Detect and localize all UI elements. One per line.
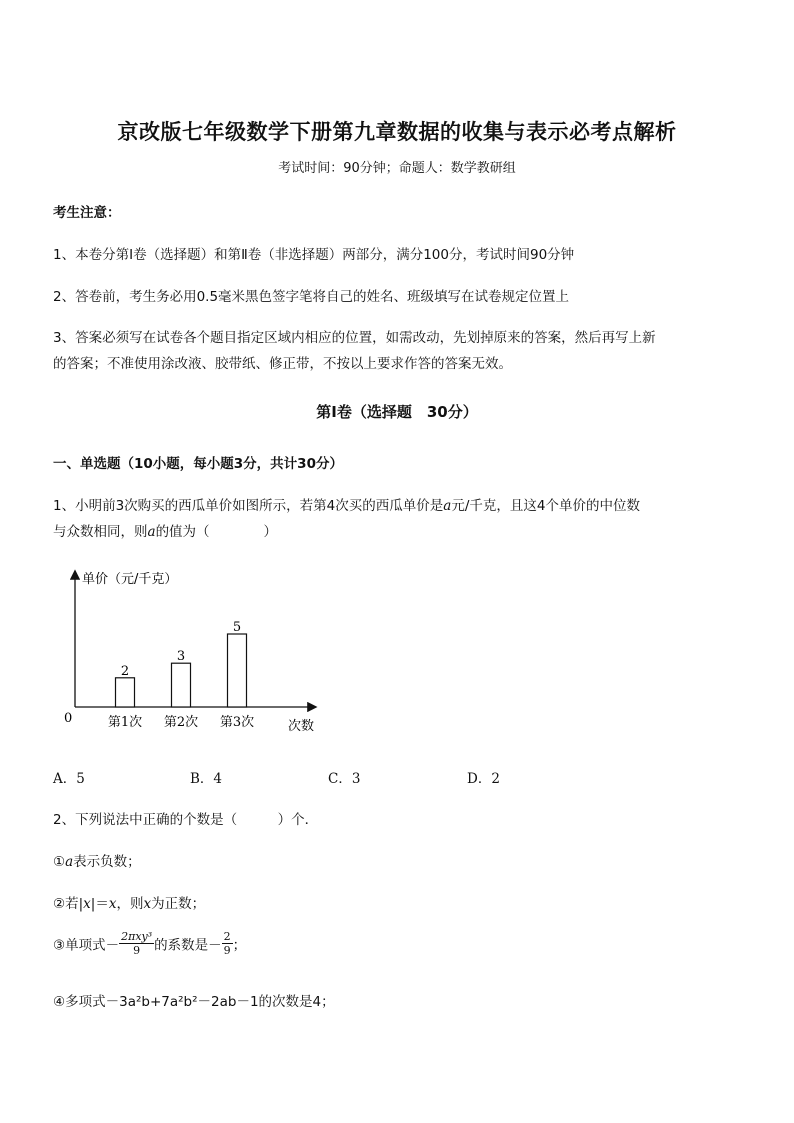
monomial-fraction bbox=[119, 930, 154, 957]
notice-item-3-line-1: 3、答案必须写在试卷各个题目指定区域内相应的位置，如需改动，先划掉原来的答案，然后再写上新 bbox=[53, 330, 656, 346]
statement-3-prefix: ③单项式－ bbox=[53, 937, 120, 954]
origin-label: 0 bbox=[64, 711, 73, 726]
statement-2-x: x bbox=[108, 896, 117, 912]
question-1-text-a: 1、小明前3次购买的西瓜单价如图所示，若第4次买的西瓜单价是 bbox=[53, 498, 444, 514]
bar-value-label-3: 5 bbox=[232, 620, 242, 635]
statement-2-mid: |＝ bbox=[90, 896, 109, 912]
question-1-text-d: 的值为（ ） bbox=[155, 524, 278, 540]
fraction-numerator: 2 bbox=[223, 930, 231, 943]
question-1-line-1 bbox=[53, 494, 640, 514]
coefficient-fraction bbox=[222, 930, 233, 957]
bar-2 bbox=[172, 663, 191, 707]
section-title: 第Ⅰ卷（选择题 30分） bbox=[316, 403, 478, 421]
notice-item-3-line-2: 的答案；不准使用涂改液、胶带纸、修正带，不按以上要求作答的答案无效。 bbox=[53, 356, 512, 372]
category-label-1: 第1次 bbox=[107, 715, 143, 730]
bar-1 bbox=[116, 678, 135, 707]
category-label-2: 第2次 bbox=[163, 715, 199, 730]
question-1-text-b: 元/千克，且这4个单价的中位数 bbox=[451, 498, 640, 514]
bar-value-label-2: 3 bbox=[176, 649, 186, 665]
part-heading: 一、单选题（10小题，每小题3分，共计30分） bbox=[53, 456, 343, 472]
statement-3-mid: 的系数是－ bbox=[154, 937, 222, 954]
statement-1-text: 表示负数； bbox=[73, 854, 141, 870]
option-a: A．5 bbox=[53, 771, 85, 787]
variable-a: a bbox=[147, 524, 156, 540]
statement-3-end: ； bbox=[232, 937, 247, 954]
option-d: D．2 bbox=[467, 771, 500, 787]
statement-2-text: 为正数； bbox=[151, 896, 206, 912]
notice-heading: 考生注意： bbox=[53, 205, 121, 221]
statement-1-prefix: ① bbox=[53, 854, 66, 870]
category-label-3: 第3次 bbox=[219, 715, 255, 730]
statement-2 bbox=[53, 892, 205, 912]
bar-value-label-1: 2 bbox=[120, 663, 130, 679]
bar-chart bbox=[55, 560, 335, 745]
option-c: C．3 bbox=[328, 771, 361, 787]
variable-a: a bbox=[443, 498, 452, 514]
statement-1-var: a bbox=[65, 854, 74, 870]
fraction-numerator: 2πxy³ bbox=[121, 930, 153, 943]
fraction-denominator: 9 bbox=[223, 944, 231, 957]
x-axis-label: 次数 bbox=[288, 719, 315, 734]
statement-2-x: x bbox=[83, 896, 91, 912]
exam-info: 考试时间：90分钟；命题人：数学教研组 bbox=[278, 161, 516, 176]
fraction-denominator: 9 bbox=[133, 944, 141, 957]
notice-item-2: 2、答卷前，考生务必用0.5毫米黑色签字笔将自己的姓名、班级填写在试卷规定位置上 bbox=[53, 289, 570, 305]
y-axis-label: 单价（元/千克） bbox=[82, 572, 178, 587]
question-1-text-c: 与众数相同，则 bbox=[53, 524, 148, 540]
bar-3 bbox=[228, 634, 247, 707]
question-1-line-2 bbox=[53, 520, 277, 540]
statement-4: ④多项式－3a²b+7a²b²－2ab－1的次数是4； bbox=[53, 994, 335, 1010]
bars-layer bbox=[108, 620, 254, 730]
statement-2-prefix: ②若| bbox=[53, 896, 84, 912]
notice-item-1: 1、本卷分第Ⅰ卷（选择题）和第Ⅱ卷（非选择题）两部分，满分100分，考试时间90分钟 bbox=[53, 247, 575, 263]
statement-2-mid2: ，则 bbox=[116, 896, 144, 912]
question-2-stem: 2、下列说法中正确的个数是（ ）个． bbox=[53, 812, 319, 828]
statement-1 bbox=[53, 850, 141, 870]
option-b: B．4 bbox=[190, 771, 223, 787]
statement-2-x: x bbox=[143, 896, 152, 912]
document-title: 京改版七年级数学下册第九章数据的收集与表示必考点解析 bbox=[117, 120, 677, 144]
statement-3 bbox=[53, 930, 246, 957]
